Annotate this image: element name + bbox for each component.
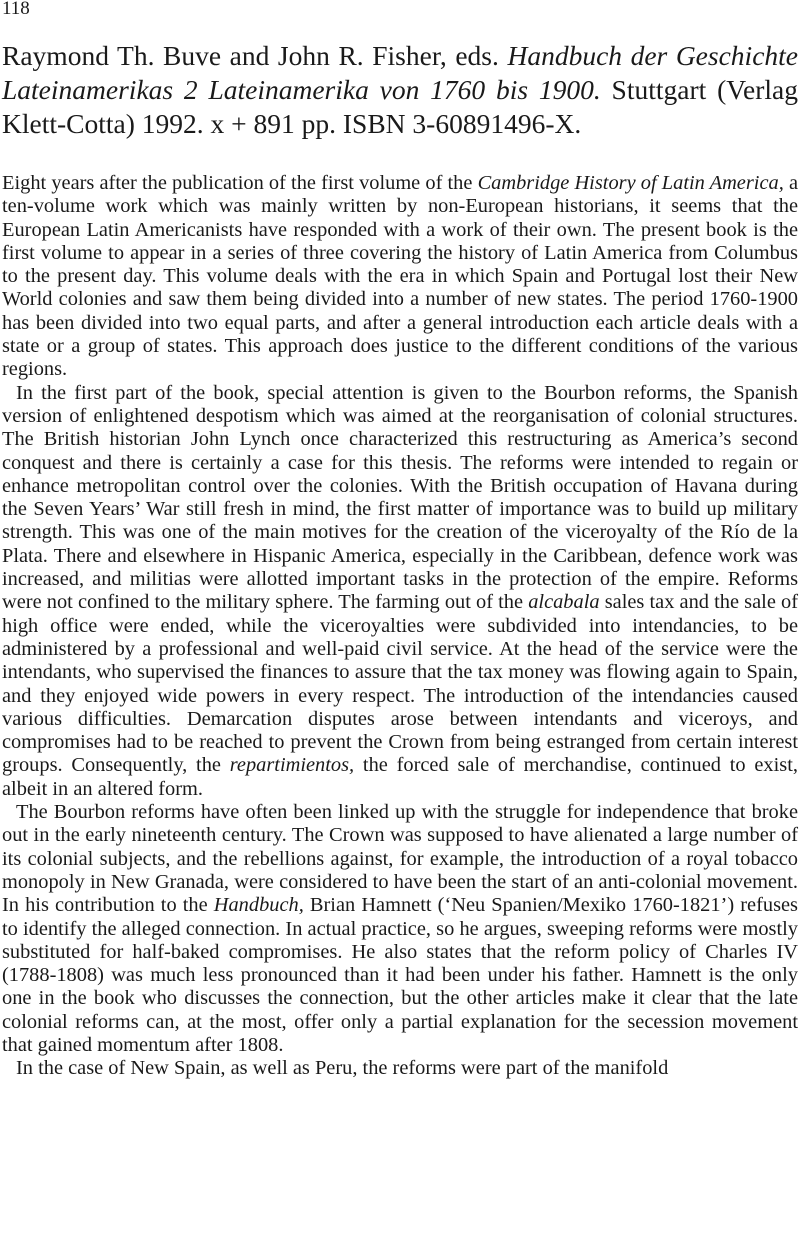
italic-term: repartimientos, [229, 754, 355, 777]
paragraph [2, 801, 798, 1057]
paragraph [2, 172, 798, 382]
text-run: In the case of New Spain, as well as Peru, the reforms were part of the manifold [16, 1057, 669, 1080]
text-run: The Bourbon reforms have often been linked up with the struggle for independence that broke out in the early nineteenth century. The Crown was supposed to have alienated a large number of its colonial subjects, and the rebellions against, for example, the introduction of a royal tobacco monopoly in New Granada, were considered to have been the start of an anti-colonial movement. In his contribution to the [2, 801, 798, 917]
cited-title: Cambridge History of Latin America, [477, 172, 784, 194]
text-run: the forced sale of merchandise, continued to exist, albeit in an altered form. [2, 754, 798, 800]
text-run: Brian Hamnett (‘Neu Spanien/Mexiko 1760-1821’) refuses to identify the alleged connection. In actual practice, so he argues, sweeping reforms were mostly substituted for half-baked compromises. He also states that the reform policy of Charles IV (1788-1808) was much less pronounced than it had been under his father. Hamnett is the only one in the book who discusses the connection, but the other articles make it clear that the late colonial reforms can, at the most, offer only a partial explanation for the secession movement that gained momentum after 1808. [2, 894, 798, 1056]
page-number: 118 [2, 0, 30, 19]
review-heading [2, 39, 798, 141]
editors: Raymond Th. Buve and John R. Fisher, eds. [2, 40, 499, 71]
paragraph [2, 382, 798, 801]
text-run: In the first part of the book, special attention is given to the Bourbon reforms, the Spanish version of enlightened despotism which was aimed at the reorganisation of colonial structures. The British historian John Lynch once characterized this restructuring as America’s second conquest and there is certainly a case for this thesis. The reforms were intended to regain or enhance metropolitan control over the colonies. With the British occupation of Havana during the Seven Years’ War still fresh in mind, the first matter of importance was to build up military strength. This was one of the main motives for the creation of the viceroyalty of the Río de la Plata. There and elsewhere in Hispanic America, especially in the Caribbean, defence work was increased, and militias were allotted important tasks in the protection of the empire. Reforms were not confined to the military sphere. The farming out of the [2, 381, 798, 614]
paragraph [2, 1057, 798, 1080]
text-run: a ten-volume work which was mainly written by non-European historians, it seems that the European Latin Americanists have responded with a work of their own. The present book is the first volume to appear in a series of three covering the history of Latin America from Columbus to the present day. This volume deals with the era in which Spain and Portugal lost their New World colonies and saw them being divided into a number of new states. The period 1760-1900 has been divided into two equal parts, and after a general introduction each article deals with a state or a group of states. This approach does justice to the different conditions of the various regions. [2, 172, 798, 381]
text-run: Eight years after the publication of the first volume of the [2, 172, 478, 194]
book-title: Handbuch der Geschichte Lateinamerikas 2 Lateinamerika von 1760 bis 1900. [2, 40, 798, 105]
cited-title: Handbuch, [213, 894, 304, 917]
text-run: sales tax and the sale of high office were ended, while the viceroyalties were subdivided into intendancies, to be administered by a professional and well-paid civil service. At the head of the service were the intendants, who supervised the finances to assure that the tax money was flowing again to Spain, and they enjoyed wide powers in every respect. The introduction of the intendancies caused various difficulties. Demarcation disputes arose between intendants and viceroys, and compromises had to be reached to prevent the Crown from being estranged from certain interest groups. Consequently, the [2, 591, 799, 777]
review-body [2, 172, 798, 1081]
italic-term: alcabala [528, 591, 600, 614]
publication-info: Stuttgart (Verlag Klett-Cotta) 1992. x + 891 pp. ISBN 3-60891496-X. [2, 74, 798, 139]
